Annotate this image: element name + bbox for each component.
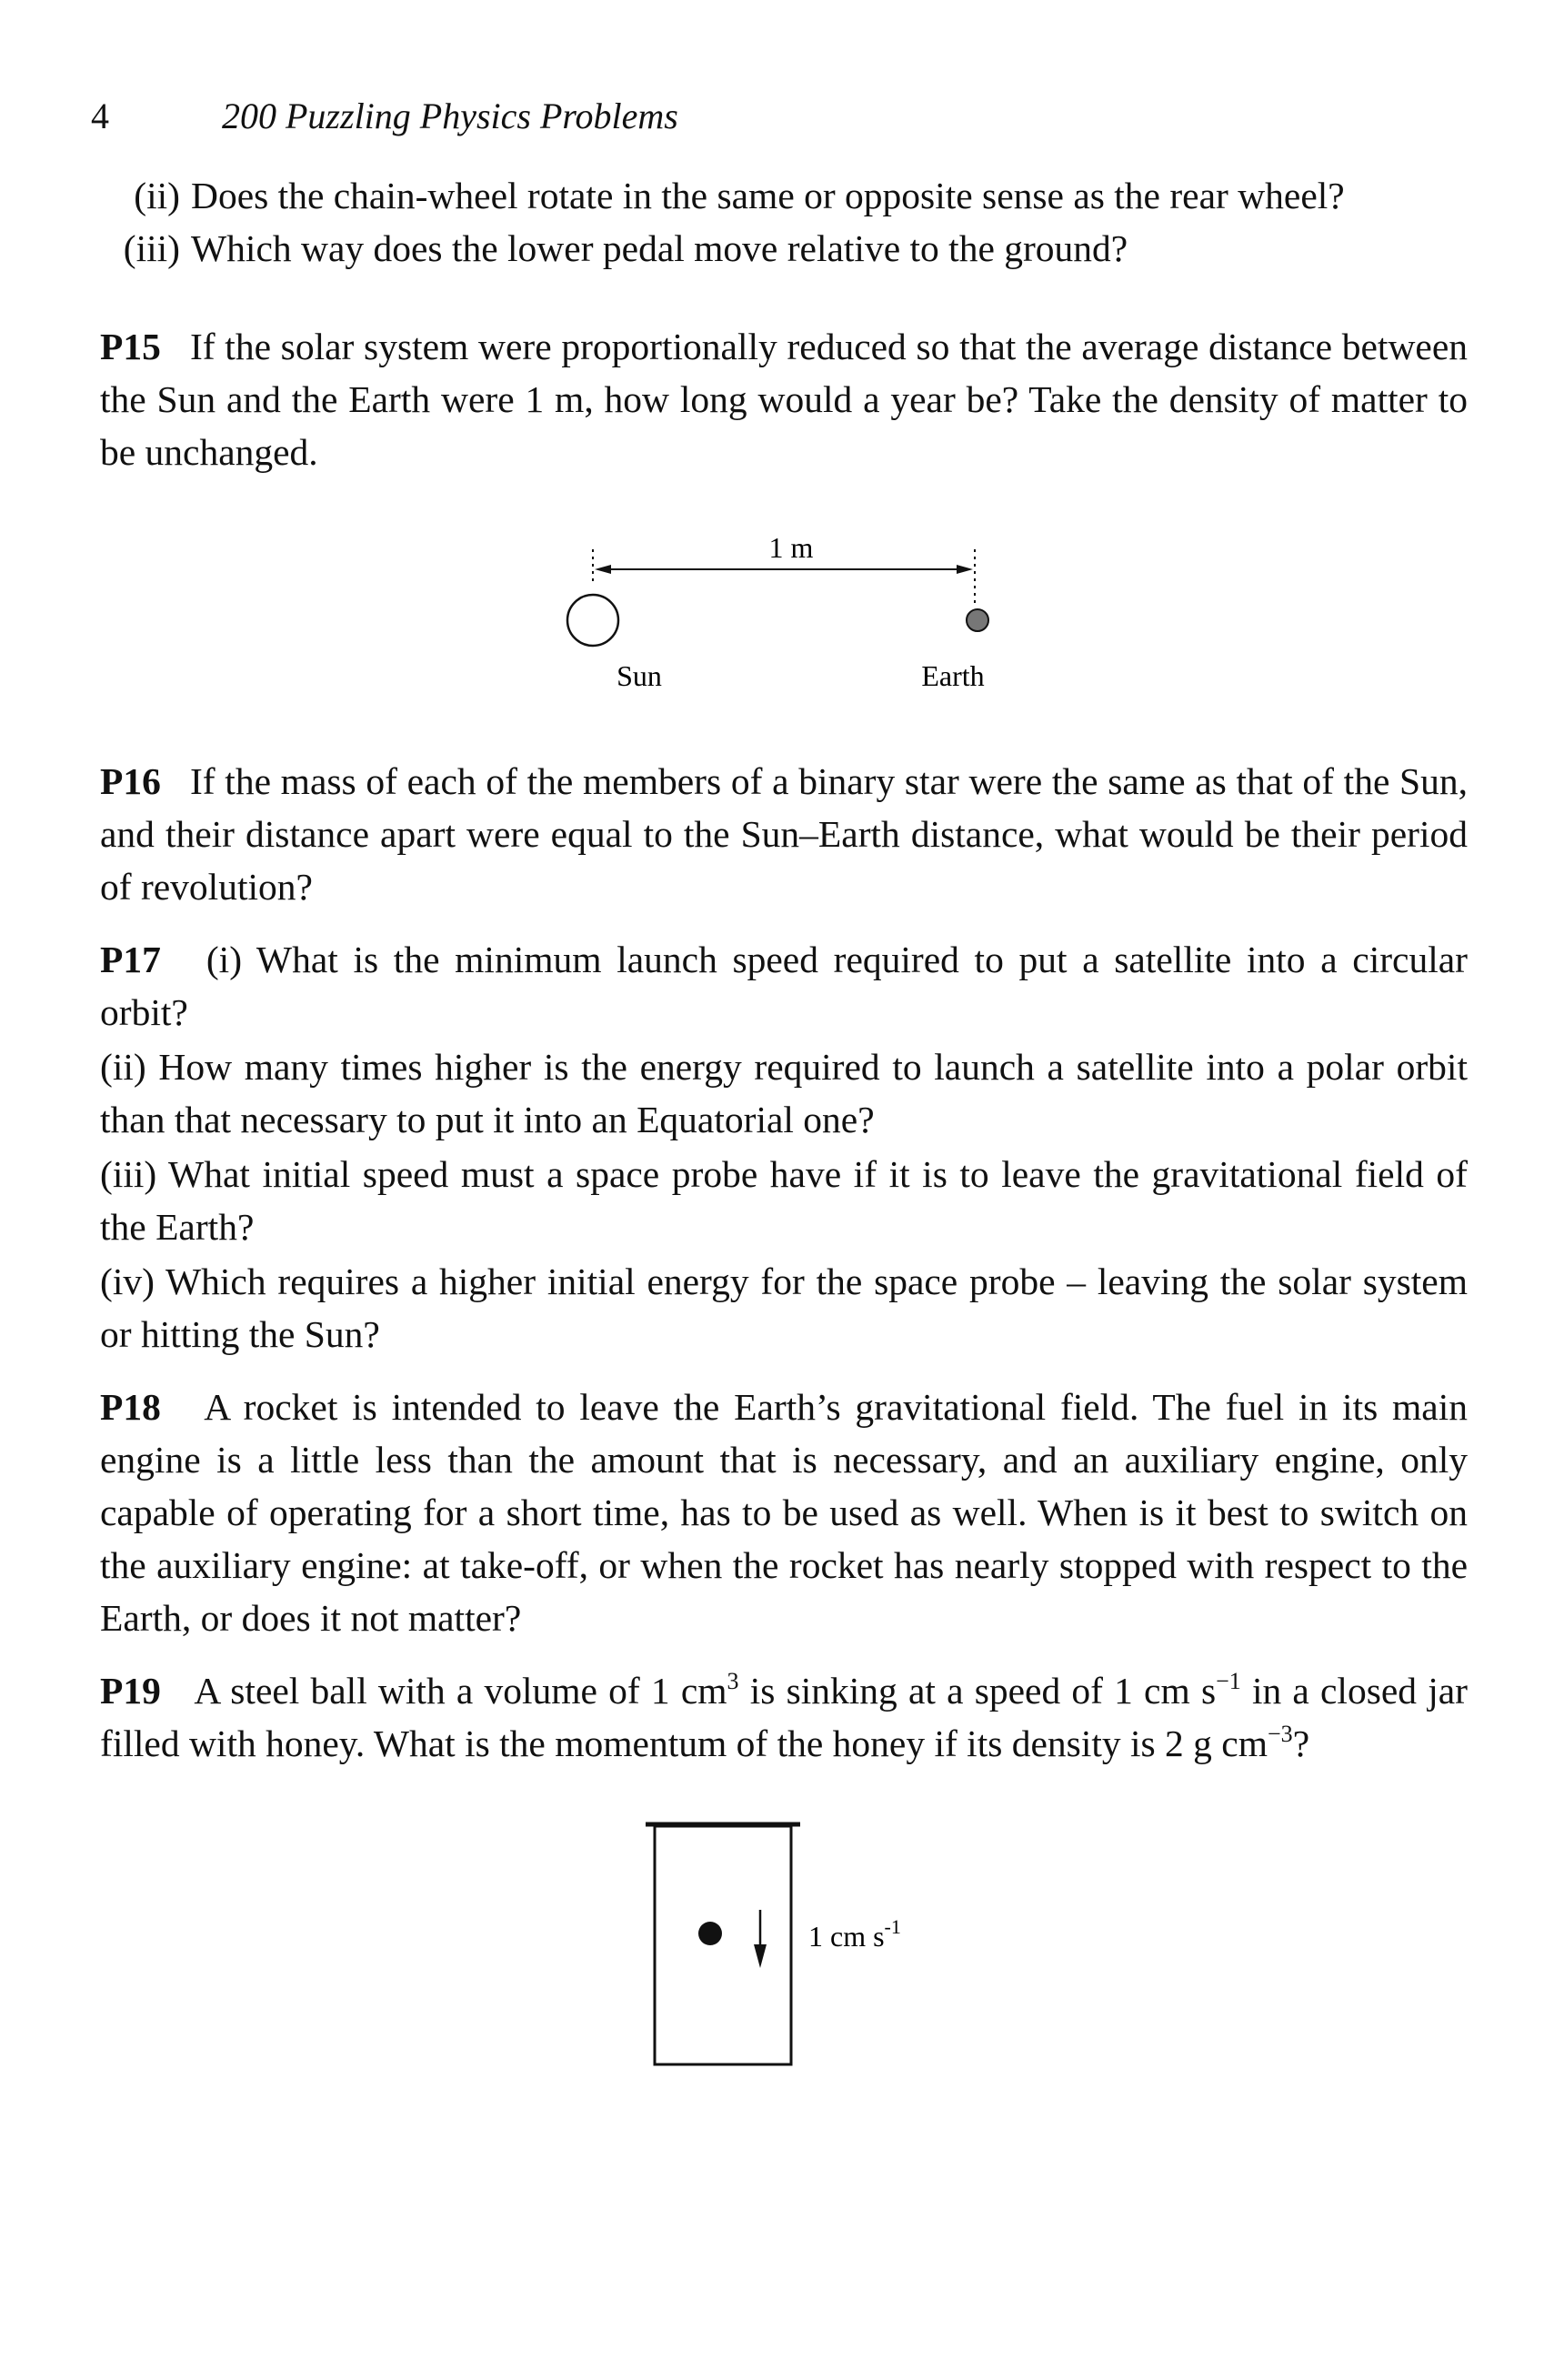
arrow-right-icon (957, 565, 973, 574)
honey-jar-figure (100, 1808, 1468, 2090)
problem-text: is sinking at a speed of 1 cm s (738, 1670, 1217, 1712)
problem-text: If the solar system were proportionally reduced so that the average distance between the Sun and the Earth were 1 m, how long would a year be? Take the density of matter to be unchanged. (100, 326, 1469, 473)
problem-p19 (100, 1664, 1468, 1770)
problem-text: (i) What is the minimum launch speed required to put a satellite into a circular orbit? (100, 939, 1468, 1033)
page-number: 4 (91, 95, 109, 136)
p17-part-iv: (iv) Which requires a higher initial energy for the space probe – leaving the solar system or hitting the Sun? (100, 1260, 1468, 1355)
problem-p17 (100, 933, 1468, 1039)
speed-label-text: 1 cm s (808, 1920, 885, 1953)
distance-label: 1 m (768, 531, 814, 564)
problem-text: A rocket is intended to leave the Earth’s gravitational field. The fuel in its main engine is a little less than the amount that is necessary, and an auxiliary engine, only capable of operating for a short time, has to be used as well. When is it best to switch on the auxiliary engine: at take-off, or when the rocket has nearly stopped with respect to the Earth, or does it not matter? (100, 1386, 1469, 1639)
jar (655, 1826, 791, 2064)
part-text: Does the chain-wheel rotate in the same or opposite sense as the rear wheel? (191, 175, 1345, 216)
p14-part-ii (100, 169, 1468, 222)
p14-part-iii (100, 222, 1468, 275)
problem-p15 (100, 320, 1468, 478)
speed-label (808, 1915, 901, 1953)
problem-number: P18 (100, 1386, 161, 1428)
p17-part-ii: (ii) How many times higher is the energy required to launch a satellite into a polar orbit than that necessary to put it into an Equatorial one? (100, 1046, 1468, 1140)
problem-p16 (100, 755, 1468, 913)
steel-ball (698, 1922, 722, 1945)
part-label: (iii) (123, 227, 180, 269)
problem-p18 (100, 1381, 1468, 1644)
sun-earth-figure (100, 478, 1468, 706)
problem-number: P16 (100, 760, 161, 802)
problem-number: P15 (100, 326, 161, 367)
arrow-left-icon (595, 565, 611, 574)
part-text: Which way does the lower pedal move relative to the ground? (191, 227, 1128, 269)
page-content (100, 169, 1468, 2090)
problem-text: If the mass of each of the members of a binary star were the same as that of the Sun, and their distance apart were equal to the Sun–Earth distance, what would be their period of revolution? (100, 760, 1469, 908)
problem-number: P17 (100, 939, 161, 980)
superscript: −1 (1216, 1668, 1241, 1694)
superscript: −3 (1268, 1721, 1293, 1747)
problem-number: P19 (100, 1670, 161, 1712)
sun-circle (567, 595, 618, 646)
speed-label-sup: -1 (884, 1915, 901, 1938)
earth-circle (967, 609, 988, 631)
problem-text: A steel ball with a volume of 1 cm (194, 1670, 727, 1712)
p17-part-iii: (iii) What initial speed must a space probe have if it is to leave the gravitational field of the Earth? (100, 1153, 1468, 1248)
running-title: 200 Puzzling Physics Problems (222, 95, 678, 136)
earth-label: Earth (921, 659, 985, 692)
problem-text: ? (1292, 1722, 1310, 1764)
superscript: 3 (727, 1668, 739, 1694)
arrow-down-icon (754, 1944, 767, 1968)
part-label: (ii) (134, 175, 180, 216)
sun-label: Sun (617, 659, 662, 692)
problem-text: in a closed jar filled with honey. What is the momentum of the honey if its density is 2 g cm (100, 1670, 1468, 1764)
